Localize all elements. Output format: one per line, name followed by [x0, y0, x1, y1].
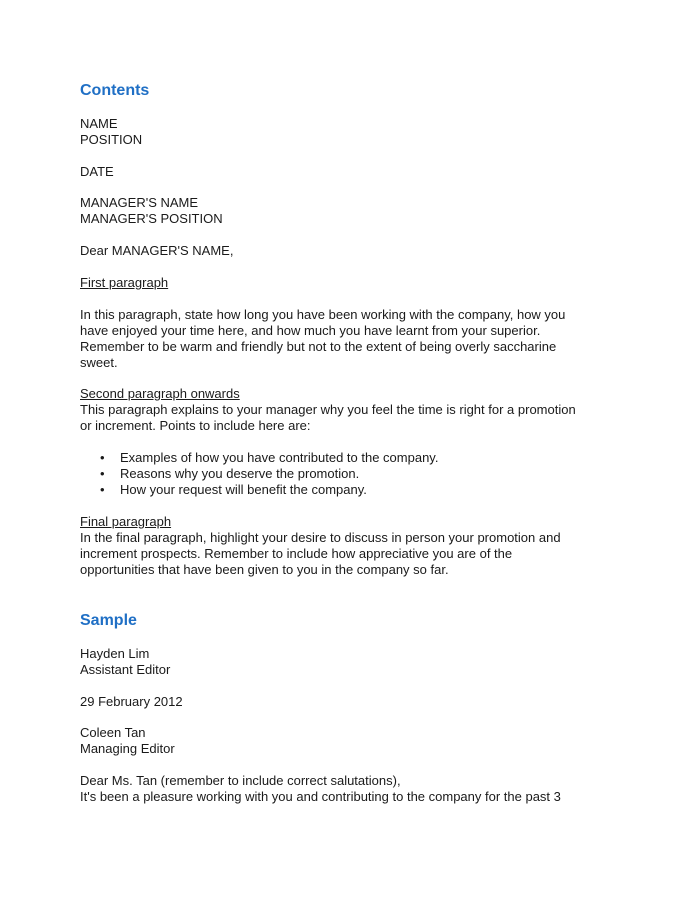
sample-body-line: It's been a pleasure working with you and contributing to the company for the past 3: [80, 789, 561, 804]
text-line: increment prospects. Remember to include how appreciative you are of the: [80, 546, 513, 561]
bullet-item: • Examples of how you have contributed to the company.: [80, 450, 438, 466]
name-placeholder: NAME: [80, 116, 118, 131]
salutation-placeholder: Dear MANAGER'S NAME,: [80, 243, 234, 258]
text-line: Remember to be warm and friendly but not to the extent of being overly saccharine: [80, 339, 557, 354]
sample-heading: Sample: [80, 612, 137, 629]
second-paragraph: [80, 386, 576, 434]
recipient-block: [80, 725, 175, 757]
text-line: This paragraph explains to your manager why you feel the time is right for a promotion: [80, 402, 576, 417]
final-paragraph-title: Final paragraph: [80, 514, 172, 529]
text-line: In the final paragraph, highlight your desire to discuss in person your promotion and: [80, 530, 561, 545]
contents-heading: Contents: [80, 82, 150, 99]
recipient-name: Coleen Tan: [80, 725, 146, 740]
final-paragraph: [80, 514, 561, 578]
recipient-position: Managing Editor: [80, 741, 175, 756]
manager-name-placeholder: MANAGER'S NAME: [80, 195, 199, 210]
sample-salutation: Dear Ms. Tan (remember to include correct salutations),: [80, 773, 401, 788]
manager-position-placeholder: MANAGER'S POSITION: [80, 211, 223, 226]
bullet-item: • Reasons why you deserve the promotion.: [80, 466, 438, 482]
sender-block: [80, 646, 170, 678]
bullet-list: [80, 450, 438, 498]
name-block: [80, 116, 142, 148]
text-line: In this paragraph, state how long you have been working with the company, how you: [80, 307, 566, 322]
sample-letter-start: [80, 773, 561, 805]
text-line: sweet.: [80, 355, 118, 370]
sender-name: Hayden Lim: [80, 646, 150, 661]
manager-block: [80, 195, 223, 227]
position-placeholder: POSITION: [80, 132, 143, 147]
first-paragraph-title: First paragraph: [80, 275, 169, 290]
bullet-item: • How your request will benefit the company.: [80, 482, 438, 498]
date-placeholder: DATE: [80, 164, 114, 179]
second-paragraph-title: Second paragraph onwards: [80, 386, 240, 401]
text-line: or increment. Points to include here are:: [80, 418, 311, 433]
text-line: opportunities that have been given to you in the company so far.: [80, 562, 449, 577]
first-paragraph-body: [80, 307, 565, 371]
text-line: have enjoyed your time here, and how much you have learnt from your superior.: [80, 323, 541, 338]
sample-date: 29 February 2012: [80, 694, 183, 709]
sender-position: Assistant Editor: [80, 662, 171, 677]
